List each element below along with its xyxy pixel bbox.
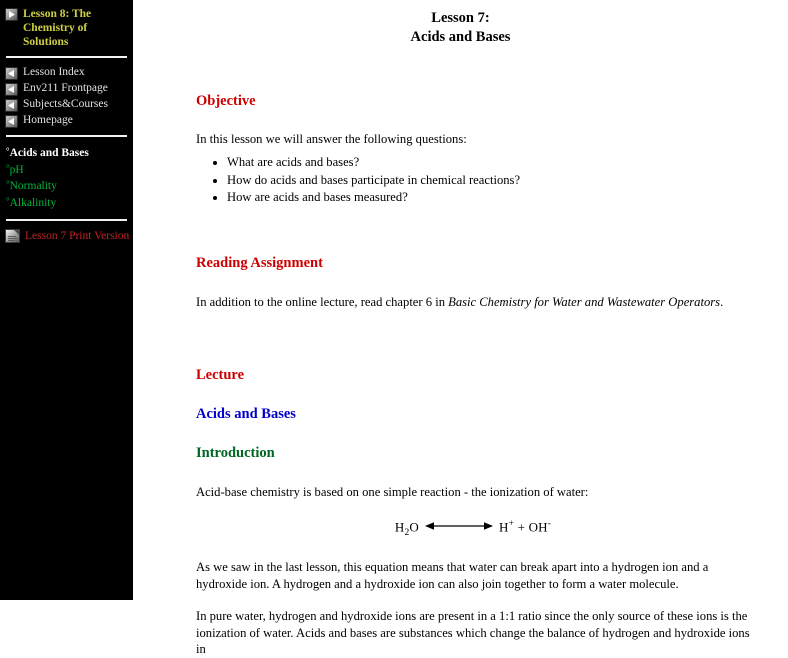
sidebar-next-lesson-link[interactable]: [5, 7, 129, 49]
sidebar-link-label[interactable]: Subjects&Courses: [23, 98, 108, 111]
sidebar-topic-alkalinity[interactable]: [5, 195, 129, 212]
equation-hydroxide-charge: -: [547, 519, 552, 529]
equation-hydrogen-charge: +: [508, 519, 515, 529]
page-title: [133, 9, 788, 47]
print-document-icon: [5, 229, 20, 243]
lecture-lead-paragraph: Acid-base chemistry is based on one simple reaction - the ionization of water:: [196, 485, 589, 500]
topic-label: Alkalinity: [9, 197, 57, 210]
lesson-content: [133, 0, 788, 657]
sidebar-topic-ph[interactable]: [5, 162, 129, 179]
sidebar-next-lesson-label[interactable]: Lesson 8: The Chemistry of Solutions: [23, 8, 92, 49]
objective-question-list: [196, 154, 750, 206]
sidebar-navigation: [0, 0, 133, 600]
sidebar-item-env211-frontpage[interactable]: [5, 82, 129, 96]
topic-label: Acids and Bases: [9, 147, 89, 160]
heading-reading-assignment: Reading Assignment: [196, 255, 323, 272]
list-item: • How do acids and bases participate in chemical reactions?: [227, 172, 750, 189]
sidebar-item-homepage[interactable]: [5, 114, 129, 128]
sidebar-item-lesson-index[interactable]: [5, 66, 129, 80]
reading-assignment-text: [196, 294, 750, 311]
sidebar-link-label[interactable]: Env211 Frontpage: [23, 82, 108, 95]
heading-introduction: Introduction: [196, 445, 275, 462]
topic-marker: °: [6, 146, 10, 157]
page-title-line2: Acids and Bases: [410, 29, 511, 46]
sidebar-topic-acids-and-bases[interactable]: [5, 145, 129, 162]
page-title-line1: Lesson 7:: [431, 10, 490, 26]
double-headed-arrow-icon: [425, 520, 493, 536]
reading-text-after: .: [720, 295, 724, 310]
list-item: • What are acids and bases?: [227, 154, 750, 171]
heading-acids-and-bases: Acids and Bases: [196, 406, 296, 423]
back-arrow-icon: [5, 67, 18, 80]
sidebar-item-subjects-courses[interactable]: [5, 98, 129, 112]
equation-water-o: O: [409, 519, 419, 535]
list-item: • How are acids and bases measured?: [227, 189, 750, 206]
objective-intro-text: In this lesson we will answer the following questions:: [196, 132, 467, 147]
sidebar-link-label[interactable]: Lesson Index: [23, 66, 85, 79]
sidebar-divider-bottom: [6, 219, 127, 221]
sidebar-print-version-link[interactable]: [5, 229, 129, 243]
lecture-paragraph-2: As we saw in the last lesson, this equation means that water can break apart into a hydrogen ion and a hydroxide ion. A hydrogen and a hydroxide ion can also join together to form a water molecule.: [196, 559, 709, 591]
equation-plus: +: [514, 519, 529, 535]
topic-marker: °: [6, 179, 10, 190]
reading-text-before: In addition to the online lecture, read chapter 6 in: [196, 295, 449, 310]
back-arrow-icon: [5, 99, 18, 112]
heading-objective: Objective: [196, 93, 256, 110]
topic-marker: °: [6, 196, 10, 207]
heading-lecture: Lecture: [196, 367, 245, 384]
forward-arrow-icon: [5, 8, 18, 21]
equation-hydrogen: H: [498, 519, 509, 535]
back-arrow-icon: [5, 115, 18, 128]
sidebar-link-label[interactable]: Homepage: [23, 114, 73, 127]
topic-label: pH: [9, 163, 24, 176]
equation-hydroxide: OH: [528, 519, 548, 535]
ionization-equation: [196, 519, 750, 538]
sidebar-topic-normality[interactable]: [5, 178, 129, 195]
reading-book-title: Basic Chemistry for Water and Wastewater Operators: [448, 295, 721, 310]
topic-label: Normality: [9, 180, 57, 193]
back-arrow-icon: [5, 83, 18, 96]
topic-marker: °: [6, 162, 10, 173]
equation-water-sub: 2: [404, 527, 410, 538]
equation-water-h: H: [394, 519, 405, 535]
print-version-label[interactable]: Lesson 7 Print Version: [25, 229, 130, 242]
lecture-paragraph-3: In pure water, hydrogen and hydroxide ions are present in a 1:1 ratio since the only source of these ions is the ionization of water. Acids and bases are substances which change the balance of hydrogen and hydroxide ions in: [196, 608, 750, 657]
sidebar-divider-middle: [6, 135, 127, 137]
sidebar-divider-top: [6, 56, 127, 58]
